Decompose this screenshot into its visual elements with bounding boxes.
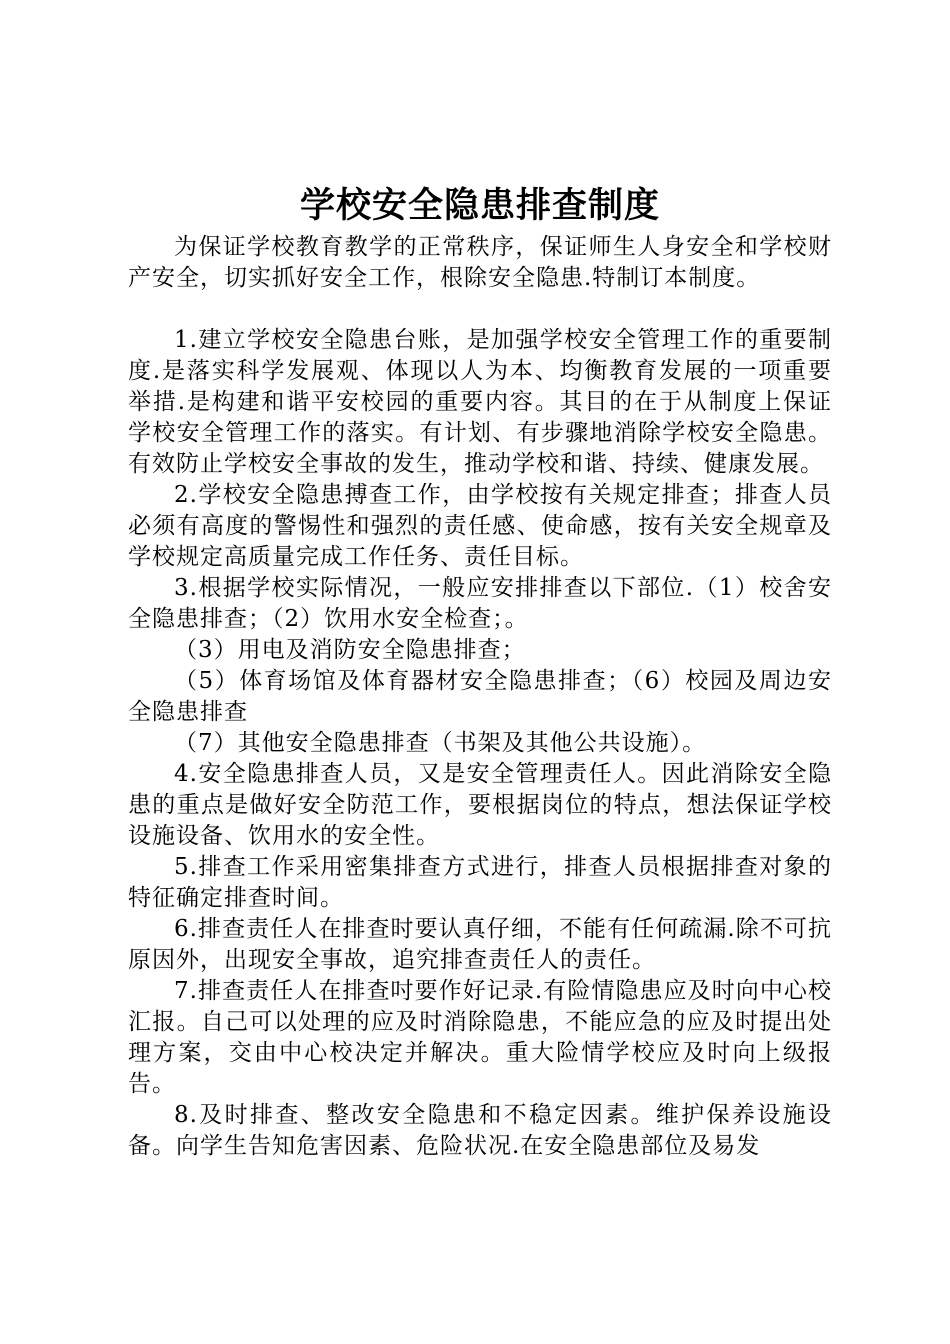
paragraph-6: 6.排查责任人在排查时要认真仔细，不能有任何疏漏.除不可抗原因外，出现安全事故，追究排查责任人的责任。 xyxy=(128,916,832,973)
intro-paragraph: 为保证学校教育教学的正常秩序，保证师生人身安全和学校财产安全，切实抓好安全工作，根除安全隐患.特制订本制度。 xyxy=(128,234,832,291)
paragraph-3-item-7: （7）其他安全隐患排查（书架及其他公共设施）。 xyxy=(174,730,707,756)
paragraph-1: 1.建立学校安全隐患台账，是加强学校安全管理工作的重要制度.是落实科学发展观、体现以人为本、均衡教育发展的一项重要举措.是构建和谐平安校园的重要内容。其目的在于从制度上保证学校安全管理工作的落实。有计划、有步骤地消除学校安全隐患。有效防止学校安全事故的发生，推动学校和谐、持续、健康发展。 xyxy=(128,327,832,477)
paragraph-3-item-3: （3）用电及消防安全隐患排查； xyxy=(174,637,526,663)
paragraph-3: 3.根据学校实际情况，一般应安排排查以下部位.（1）校舍安全隐患排查；（2）饮用水安全检查；。 xyxy=(128,575,832,632)
paragraph-2: 2.学校安全隐患搏查工作，由学校按有关规定排查；排查人员必须有高度的警惕性和强烈的责任感、使命感，按有关安全规章及学校规定高质量完成工作任务、责任目标。 xyxy=(128,482,832,570)
document-page xyxy=(128,184,832,1162)
paragraph-7: 7.排查责任人在排查吋要作好记录.有险情隐患应及时向中心校汇报。自己可以处理的应及时消除隐患，不能应急的应及时提出处理方案，交由中心校决定并解决。重大险情学校应及时向上级报告。 xyxy=(128,978,832,1097)
paragraph-8: 8.及时排查、整改安全隐患和不稳定因素。维护保养设施设备。向学生告知危害因素、危险状况.在安全隐患部位及易发 xyxy=(128,1102,832,1159)
paragraph-spacer xyxy=(128,294,832,325)
paragraph-3-item-5: （5）体育场馆及体育器材安全隐患排查；（6）校园及周边安全隐患排查 xyxy=(128,668,832,725)
paragraph-5: 5.排查工作采用密集排查方式进行，排查人员根据排查对象的特征确定排查时间。 xyxy=(128,854,832,911)
document-title: 学校安全隐患排查制度 xyxy=(299,185,660,226)
paragraph-4: 4.安全隐患排查人员，又是安全管理责任人。因此消除安全隐患的重点是做好安全防范工作，要根据岗位的特点，想法保证学校设施设备、饮用水的安全性。 xyxy=(128,761,832,849)
